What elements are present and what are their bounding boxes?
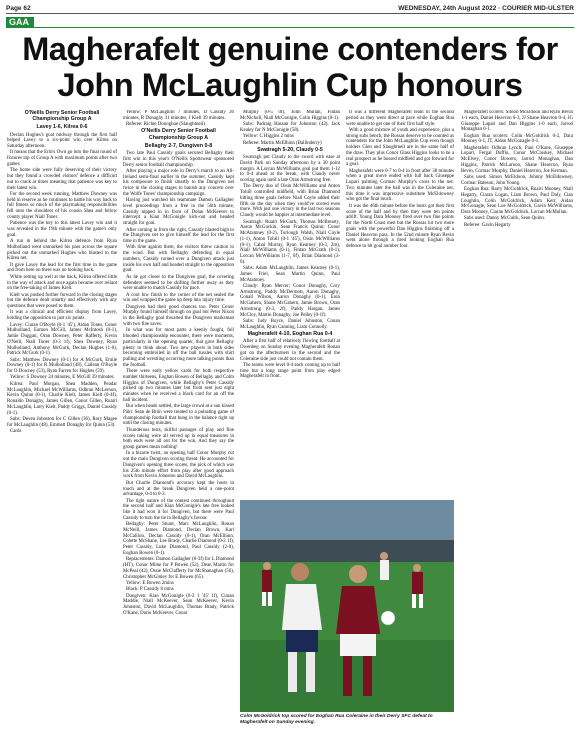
paragraph: It means that the Erin's Own go into the final round of fixtures top of Group A with maximum points after two games.	[7, 150, 117, 167]
cards-line: Yellow: P McLaughlin 7 minutes, D Cassidy 26 minutes, R Donaghy 31 minutes, J Kielt 39 minutes.	[123, 110, 234, 121]
team-subs: Replacements: Damon Gallagher (0-3f) for L Diamond (HT), Conor Milne for P Bowen (52), Dean Martin for McPeal (42), Ossie McClafferty for McShanaghan (56), Christopher McGinley for E Bowen (65).	[123, 557, 234, 580]
header-rule	[6, 13, 574, 14]
cards-label: Cards	[10, 429, 22, 435]
team-lineup: Kilrea: Paul Morgan, Shea Madden, Peadar McLaughlin, Michael McWilliams, Odhran McLernon, Kevin Quinn (0-1), Charlie Kielt, James Kielt (0-4f), Ronaldo Donaghy, James Gillen, Conor Gillen, Ruairi McLaughlin, Larry Kielt, Paddy Griggs, Daniel Cassidy (0-1).	[7, 381, 117, 416]
cards-line: Yellow: C Higgins 2 mins	[243, 134, 294, 140]
paragraph: With a good mixture of youth and experience, plus a strong subs bench, the Rossas deserve to be counted as contenders for the John McLaughlin Cup even though holders Glen and Slaughtneil are in the same half of the draw. They plus Conor Glass Higgins looks to be a real prospect as he bossed midfield and got forward for a goal.	[346, 127, 454, 168]
team-subs: Subs: Adam McLaughlin, James Kearney (0-1), James Friel, Sean Martin Quinn, Paul McAtamney.	[240, 266, 340, 283]
team-subs: Subs used: Simon McEldoon, Johnny McEldowney, Cormac Bateson, John Young.	[461, 175, 573, 186]
match-heading: O'Neills Derry Senior Football Championship Group A	[24, 110, 100, 123]
cards-line: Yellow: E Bowen 2mins	[126, 580, 174, 586]
paragraph: But when heads settled, the large crowd at a sun kissed Páirc Seán de Brún were treated to a pulsating game of championship football that hung in the balance right up until the closing minutes.	[123, 404, 234, 427]
paragraph: The tight nature of the contest continued throughout the second half and Kian McGonigle's late free looked like it had won it for Dungiven, but there were Paul Cassidy to turn the tie in Bellaghy's favour.	[123, 498, 234, 521]
referee-line: Referee: Gavin Hegarty	[464, 222, 511, 228]
paragraph: The home side were fully deserving of their victory but they found a crowded visitors' defence a difficult nut to crack at times meaning that patience was key to their latest win.	[7, 168, 117, 191]
paragraph: Swatragh put Claudy to the sword with ease at Davitt Park on Sunday afternoon by a 30 point margin. A Lorcan McWilliams goal put them 1-12 to 0-4 ahead at the break, with Claudy never scoring again until a late Oran Armstrong free.	[240, 155, 340, 184]
paragraph: A run in behind the Kilrea defence from Ryan Mulholland went unmarked his pass across the square picked out the unmarked Hughes who blasted to the Kilrea net.	[7, 239, 117, 262]
paragraph: Declan Hughes's goal midway through the first half helped Lavey to a six-point win over Kilrea on Saturday afternoon.	[7, 132, 117, 150]
page-number: Page 62	[6, 5, 31, 12]
match-result: Swatragh 5-20, Claudy 0-5	[257, 146, 323, 153]
paragraph: Magherafelt were 0-7 to 0-4 in front after 38 minutes when a great move ended with full back Giuseppe Lupari palming Cormac Murphy's cross to the net. Two minutes later the ball was in the Coleraine net, this time it was impressive substitute McEldowney who got the final touch.	[346, 168, 454, 203]
team-subs: Subs used: Danny McGuirk, Sean Quinn.	[464, 216, 546, 222]
paragraph: Two late Paul Cassidy goals secured Bellaghy their first win in this year's O'Neills Sportswear sponsored Derry senior football championship.	[123, 151, 234, 168]
referee-line: Referee: Martin McElhinn (Ballinderry)	[243, 140, 322, 146]
photo-caption: Colm McGoldrick top scored for Eoghan Rua Coleraine in their Derry SFC defeat to Magherafelt on Sunday evening.	[240, 714, 433, 725]
paragraph: A cool low finish to the corner of the net sealed the win and wrapped the game up deep into injury time.	[123, 292, 234, 304]
paragraph: With time against them, the visitors threw caution to the wind. But with Bellaghy defending in equal numbers, Cassidy turned over a Dungiven attack just inside his own half and headed straight to the opposition goal.	[123, 245, 234, 274]
match-result: Magherafelt 4-10, Eoghan Rua 0-4	[247, 331, 333, 338]
paragraph: As he got closer to the Dungiven goal, the covering defenders seemed to be shifting further away as they were unable to match Cassidy for pace.	[123, 274, 234, 292]
paragraph: It was a different Magherafelt team in the second period as they went direct at pace while Eoghan Rua were unable to get one of their first half style.	[346, 110, 454, 127]
team-lineup: Swatragh: Ruairi McGurk; Thomas McBrearty, Aaron McGuckin, Sean Francis Quinn; Conor McAtamney (0-2), Turlough Walsh, Niall Coyle (1-1), Anton Tohill (0-1 '45'), Oisin McWilliams (0-1), Cahal Murray, Ryan Kearney (0-3, 2m), Niall McWilliams (0-1), Fintan McGrath (0-1), Lorcan McWilliams (1-7, 6f), Brian Diamond (3-0).	[240, 219, 340, 265]
paragraph: In what was for most parts a keenly fought, full blooded championship encounter, there were moments, particularly in the opening quarter, that gave Bellaghy plenty to think about. Two new players in both sides becoming embroiled in off the ball tussles with shirt pulling and wrestling occurring more talking points than the football.	[123, 328, 234, 368]
page-header	[6, 4, 574, 16]
photo-illustration	[240, 500, 454, 712]
referee-line: Referee: Richie Donoghue (Slaughtneil)	[126, 122, 205, 128]
paragraph: While setting up well at the back, Kilrea offered little in the way of attack and once again became over reliant on the free-taking of James Kielt.	[7, 274, 117, 292]
team-subs: Subs: Padraig Hassan for Johnston (42), Jack Kealey for N McGonigle (58).	[240, 122, 340, 133]
paragraph: Having just watched his teammate Damon Gallagher level proceedings from a free in the 56th minute, Cassidy nipped in in front of Dolan McKeever to intercept a Kian McGonigle kick-out and headed straight for goal.	[123, 198, 234, 227]
match-result: Bellaghy 2-7, Dungiven 0-8	[144, 142, 213, 149]
cards-line: Black: P Cassidy 8 mins	[126, 587, 174, 593]
paragraph: After a first half of relatively flowing football at Owenbeg on Sunday evening Magherafelt Ronan got on the afterburners in the second and the Coleraine side just could not contain them.	[240, 339, 340, 362]
team-lineup: Magherafelt: Odhran Lynch, Paul O'Kane, Giuseppe Lupari, Fergal Duffin, Conor McCluskey, Michael McElvey, Conor Bowers, Jarrod Monaghan, Dan Higgins, Patrick McLarnon, Shane Heavron, Ryan Bevin, Cormac Murphy, Daniel Heavron, Joe Kerman.	[461, 145, 573, 174]
paragraph: It gave Lavey the lead for the first time in the game and from here on there was no looking back.	[7, 262, 117, 274]
article-column-2	[123, 110, 234, 732]
paragraph: It was the 46th minute before the hosts got their first score of the half and by then they were ten points adrift. Young Dara Mooney fired over two fine points for the North Coast men but the Rossas hit two more goals with the powerful Dan Higgins finishing off a Daniel Heavron pass. In the 52nd minute Ryan Bevin went alone through a tired looking Eoghan Rua defence to hit goal number four.	[346, 203, 454, 250]
article-column-4	[346, 110, 454, 498]
paragraph: Dungiven had their good chances too. Peter Conor Murphy found himself through on goal but Peter Nixon in the Bellaghy goal thwarted the Dungiven marksman with two fine saves.	[123, 304, 234, 327]
headline: Magherafelt genuine contenders for John McLaughlin Cup honours	[22, 31, 558, 103]
paragraph: After coming in from the right, Cassidy blasted high to the Dungiven net to give himself the lead for the first time in the game.	[123, 227, 234, 245]
paragraph: The teams were level 0-4 each coming up to half time but a long range point from play edged Magherafelt in front.	[240, 362, 340, 380]
paragraph: Kielt was pushed further forward in the closing stages but the defence dealt smartly and effectively with any questions that were posed to them.	[7, 292, 117, 310]
scorers-line: Magherafelt scorers: Simon McEldoon and Ryan Bevin 1-1 each, Daniel Heavron 0-3, JJ Shane Heavron 0-4, JG Giuseppe Lupari and Dan Higgins 1-0 each, Jarrod Monaghan 0-1.	[461, 110, 573, 133]
team-lineup: Lavey: Ciaran O'Boyle (0-1 '45'), Aidan Tones, Conor Mulholland, Eamon McGill, James McIntosh (0-1), Jamie Duggan, Oran Downey, Peter Rafferty, Kevin O'Neill, Niall Toner (0-3 1f), Shea Downey, Ryan Mulholland, Anthony McGurk, Declan Hughes (1-0), Patrick McGurk (0-1).	[7, 322, 117, 357]
team-lineup: Murphy (0-5 0f), John Mullan, Fintan McNicholl, Niall McGonigle, Colin Higgins (0-1).	[240, 110, 340, 121]
team-lineup: Dungiven: Kian McGonigle (0-2 1 '45' 1f), Ciaran Maddie, Niall McKeever, Sean McKeever, Kevin Johnston, David McLaughlin, Thomas Brady, Patrick O'Kane, Dario McKeever, Conor	[123, 593, 234, 616]
match-heading: O'Neills Derry Senior Football Championship Group A	[141, 128, 216, 141]
match-result: Lavey 1-6, Kilrea 0-6	[36, 124, 88, 131]
section-tag: GAA	[6, 17, 34, 28]
paragraph: It was a clinical and efficient display from Lavey, holding the opposition to just six points.	[7, 310, 117, 322]
article-column-1	[7, 110, 117, 732]
paragraph: For the second week running, Matthew Downey was held in reserve as he continues to battle his way back to full fitness so much of the playmaking responsibilities fell onto the shoulders of his cousin Shea and fellow county player Niall Toner.	[7, 191, 117, 220]
team-subs: Subs: Deven Johnston for C Gillen (36), Rory Magee for McLaughlin (48), Emmett Donaghy for Quinn (53).	[7, 416, 117, 428]
paragraph: Thunderous tests, skilful passages of play and fine scores taking were all served up in equal measures in both ends were all out for the win. And they say the group games mean nothing!	[123, 427, 234, 451]
paragraph: In a bizarre twist, an opening half Conor Murphy cut out the main Dungiven scoring threat. He accounted for Dungiven's opening three scores, the pick of which was his 25th minute effort from play after good approach work from Kevin Johnston and David McLaughlin.	[123, 451, 234, 480]
article-column-5	[461, 110, 573, 732]
paragraph: Patience was the key to this latest Lavey win and it was revealed in the 19th minute with the game's only goal.	[7, 221, 117, 238]
scorers-line: Eoghan Rua scorers: Colin McGoldrick 0-2, Dara Mooney 0-1, JT, Aidan McGonagle 0-1.	[461, 133, 573, 145]
section-rule	[34, 27, 574, 28]
cards-line: Yellow: S Downey 24 minutes, E McGill 39 minutes.	[10, 375, 115, 381]
team-subs: Subs: Judy Boyce, Daniel Johnston, Conan McLaughlin, Ryan Canning, Liam Connolly.	[240, 319, 340, 330]
dateline: WEDNESDAY, 24th August 2022 · COURIER MID-ULSTER	[398, 5, 574, 12]
match-photo	[240, 500, 454, 712]
team-lineup: Bellaghy: Peter Stuart, Marc McLaughlin, Ronan McNeill, James Diamond, Declan Brown, Karl McCallion, Declan Cassidy (0-1), Oran McElhinn, Colette McShane, Lee Brady, Charlie Diamond (0-2 1f), Peter Cassidy, Luke Diamond, Paul Cassidy (2-0), Eoghan Bowen (0-1).	[123, 522, 234, 556]
paragraph: After playing a major role in Derry's march to an All-Ireland semi-final earlier in the summer, Cassidy kept his composure to finish smartly to the Dungiven net twice in the closing stages to banish any concern over the Wolfe Tones' championship campaign.	[123, 168, 234, 197]
article-column-3	[240, 110, 340, 498]
paragraph: But Charlie Diamond's accuracy kept the hosts in touch and at the break Dungiven held a one-point advantage, 0-4 to 0-3.	[123, 480, 234, 498]
team-subs: Subs: Matthew Downey (0-1) for A McGurk, Emile Downey (0-1) for R Mulholland (48), Cailean O'Boyle for O Downey (53), Ryan Farren for Hughes (59).	[7, 357, 117, 375]
paragraph: The Derry duo of Oisin McWilliams and Anton Tohill controlled midfield, with Brian Diamond hitting three goals before Niall Coyle added their fifth on the day when they could've scored even more. With just one victory in the last two seasons Claudy would be happier at intermediate level.	[240, 184, 340, 219]
team-lineup: Claudy: Ryan Mercer; Conor Donaghy, Cory Armstrong, Paddy McDermott, Aaron Donaghy, Conall Wilson, Aaron Donaghy (0-1), Eoin McGahern, Shane McGahern, Jamie Brown, Oran Armstrong (0-3, 2f), Paddy Hargan, James McCloy, Martin Donaghy, Joe Pelley (0-1f).	[240, 283, 340, 318]
team-lineup: Eoghan Rua: Barry McGoldrick, Ruairi Mooney, Niall Hegarty, Ciaran Logan, Liam Brown, Paul Daly, Cian Loughlin, Colin McGoldrick, Adam Kerr, Aidan McGonagle, Sean Loe McGoldrick, Gavin McWilliams, Dara Mooney, Ciaran McGoldrick, Lorcan McMullan.	[461, 187, 573, 216]
paragraph: There were early yellow cards for both respective number thirteens, Eoghan Bowen of Bellaghy and Colm Higgins of Dungiven, while Bellaghy's Peter Cassidy picked up two minutes later but from sent just eight minutes when he received a black card for an off the ball incident.	[123, 369, 234, 403]
